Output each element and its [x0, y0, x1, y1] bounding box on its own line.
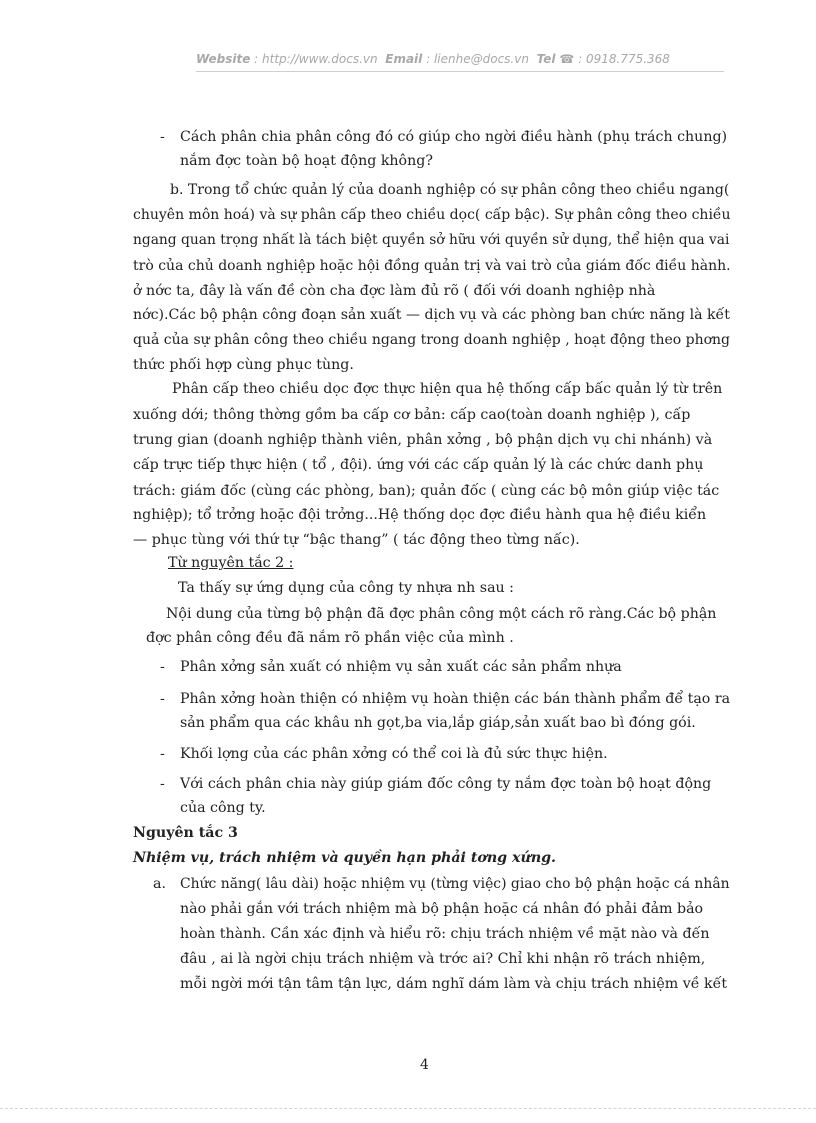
text-line: nắm đợc toàn bộ hoạt động không? — [180, 153, 433, 169]
text-line: của công ty. — [180, 800, 266, 816]
text-line: trung gian (doanh nghiệp thành viên, phân xởng , bộ phận dịch vụ chi nhánh) và — [133, 432, 713, 448]
bullet-dash: - — [160, 691, 165, 707]
website-label: Website — [196, 52, 251, 66]
text-line: quả của sự phân công theo chiều ngang trong doanh nghiệp , hoạt động theo phơng — [133, 332, 731, 348]
text-line: chuyên môn hoá) và sự phân cấp theo chiều dọc( cấp bậc). Sự phân công theo chiều — [133, 207, 731, 223]
bullet-dash: - — [160, 746, 165, 762]
page-number: 4 — [420, 1057, 429, 1073]
text-line: xuống dới; thông thờng gồm ba cấp cơ bản: cấp cao(toàn doanh nghiệp ), cấp — [133, 407, 691, 423]
header-divider — [196, 71, 724, 72]
list-item: Phân xởng hoàn thiện có nhiệm vụ hoàn thiện các bán thành phẩm để tạo ra — [180, 691, 731, 707]
list-item: Với cách phân chia này giúp giám đốc công ty nắm đợc toàn bộ hoạt động — [180, 776, 712, 792]
email-value: : lienhe@docs.vn — [426, 52, 529, 66]
section-subtitle: Nhiệm vụ, trách nhiệm và quyền hạn phải tơng xứng. — [133, 850, 556, 866]
list-item: Khối lợng của các phân xởng có thể coi là đủ sức thực hiện. — [180, 746, 608, 762]
section-heading: Nguyên tắc 3 — [133, 825, 238, 841]
text-line: Chức năng( lâu dài) hoặc nhiệm vụ (từng việc) giao cho bộ phận hoặc cá nhân — [180, 876, 730, 892]
bullet-dash: - — [160, 129, 165, 145]
list-marker: a. — [153, 876, 166, 892]
text-line: thức phối hợp cùng phục tùng. — [133, 357, 354, 373]
text-line: hoàn thành. Cần xác định và hiểu rõ: chịu trách nhiệm về mặt nào và đến — [180, 926, 710, 942]
text-line: nào phải gắn với trách nhiệm mà bộ phận hoặc cá nhân đó phải đảm bảo — [180, 901, 704, 917]
page-header — [196, 52, 726, 72]
text-line: nghiệp); tổ trởng hoặc đội trởng...Hệ thống dọc đợc điều hành qua hệ điều kiển — [133, 507, 707, 523]
email-label: Email — [385, 52, 423, 66]
text-line: đâu , ai là ngời chịu trách nhiệm và trớc ai? Chỉ khi nhận rõ trách nhiệm, — [180, 951, 706, 967]
page-bottom-divider — [0, 1108, 816, 1109]
text-line: — phục tùng với thứ tự “bậc thang” ( tác động theo từng nấc). — [133, 532, 580, 548]
list-item: Phân xởng sản xuất có nhiệm vụ sản xuất các sản phẩm nhựa — [180, 659, 622, 675]
text-line: ở nớc ta, đây là vấn đề còn cha đợc làm đủ rõ ( đối với doanh nghiệp nhà — [133, 283, 656, 299]
text-line: b. Trong tổ chức quản lý của doanh nghiệp có sự phân công theo chiều ngang( — [170, 182, 730, 198]
text-line: trách: giám đốc (cùng các phòng, ban); quản đốc ( cùng các bộ môn giúp việc tác — [133, 483, 720, 499]
text-line: trò của chủ doanh nghiệp hoặc hội đồng quản trị và vai trò của giám đốc điều hành. — [133, 258, 731, 274]
text-line: mỗi ngời mới tận tâm tận lực, dám nghĩ dám làm và chịu trách nhiệm về kết — [180, 976, 728, 992]
text-line: Phân cấp theo chiều dọc đợc thực hiện qua hệ thống cấp bấc quản lý từ trên — [172, 381, 723, 397]
text-line: Ta thấy sự ứng dụng của công ty nhựa nh sau : — [178, 580, 514, 596]
text-line: nớc).Các bộ phận công đoạn sản xuất — dịch vụ và các phòng ban chức năng là kết — [133, 307, 730, 323]
text-line: ngang quan trọng nhất là tách biệt quyền sở hữu với quyền sử dụng, thể hiện qua vai — [133, 232, 730, 248]
tel-label: Tel — [536, 52, 556, 66]
text-line: đợc phân công đều đã nắm rõ phần việc của mình . — [146, 630, 514, 646]
text-line: Cách phân chia phân công đó có giúp cho ngời điều hành (phụ trách chung) — [180, 129, 728, 145]
telephone-icon: ☎ — [559, 52, 575, 66]
bullet-dash: - — [160, 659, 165, 675]
section-subheading: Từ nguyên tắc 2 : — [168, 555, 294, 571]
bullet-dash: - — [160, 776, 165, 792]
text-line: cấp trực tiếp thực hiện ( tổ , đội). ứng với các cấp quản lý là các chức danh phụ — [133, 457, 704, 473]
text-line: sản phẩm qua các khâu nh gọt,ba via,lắp giáp,sản xuất bao bì đóng gói. — [180, 715, 696, 731]
website-value: : http://www.docs.vn — [254, 52, 378, 66]
tel-value: : 0918.775.368 — [578, 52, 670, 66]
text-line: Nội dung của từng bộ phận đã đợc phân công một cách rõ ràng.Các bộ phận — [166, 606, 717, 622]
